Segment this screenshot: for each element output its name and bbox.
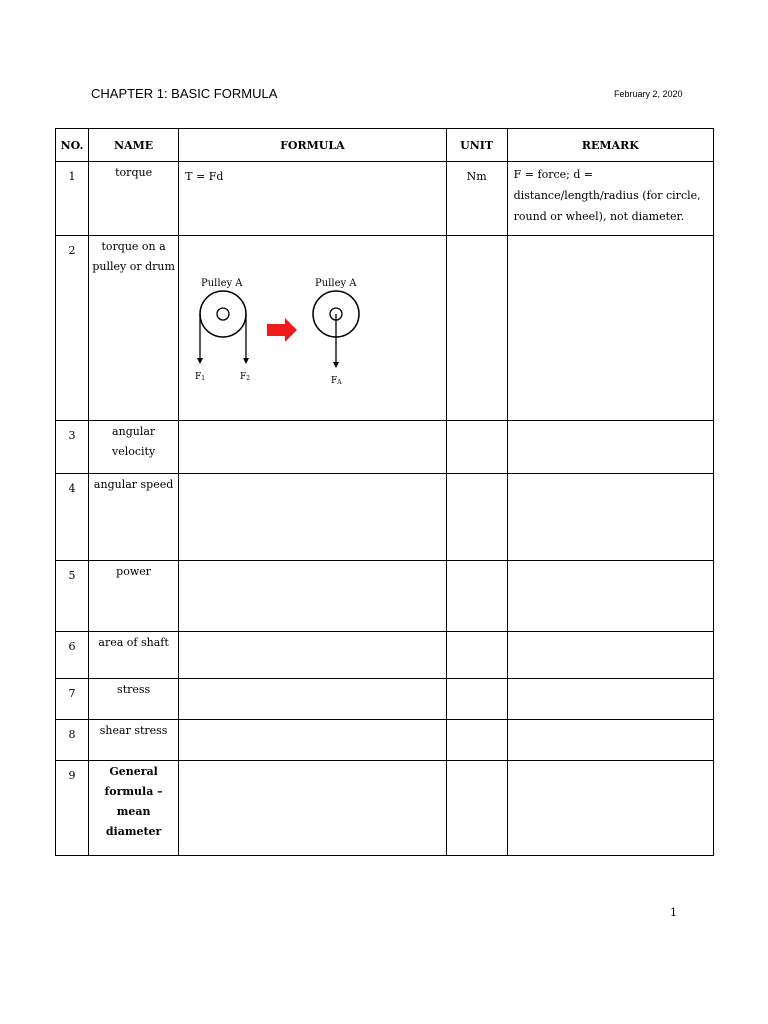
row-name-text: angular speed (93, 478, 174, 491)
table-row (56, 632, 714, 679)
force-f1-subscript: 1 (201, 375, 206, 382)
row-formula: T = Fd (179, 162, 446, 236)
row-number: 8 (56, 720, 89, 761)
row-unit (446, 561, 507, 632)
force-f1-letter: F (195, 372, 202, 382)
page-number: 1 (670, 906, 677, 919)
row-remark (507, 679, 713, 720)
table-row (56, 561, 714, 632)
table-row (56, 236, 714, 421)
row-number: 9 (56, 761, 89, 856)
row-name (89, 632, 179, 679)
column-header-no: NO. (56, 129, 89, 162)
row-name-text: torque (115, 166, 153, 179)
row-remark (507, 421, 713, 474)
row-number: 3 (56, 421, 89, 474)
row-formula (179, 561, 446, 632)
column-header-remark: REMARK (507, 129, 713, 162)
row-formula (179, 632, 446, 679)
row-name-text: shear stress (99, 724, 168, 737)
row-name-text: power (116, 565, 152, 578)
pulley-left-label: Pulley A (201, 278, 243, 289)
table-row (56, 474, 714, 561)
row-unit (446, 632, 507, 679)
force-fa-letter: F (331, 376, 338, 386)
row-formula (179, 236, 446, 421)
row-remark (507, 236, 713, 421)
pulley-diagram (179, 236, 445, 416)
row-unit (446, 421, 507, 474)
formula-table (55, 128, 714, 856)
table-row (56, 720, 714, 761)
row-name (89, 761, 179, 856)
table-row (56, 421, 714, 474)
row-remark (507, 632, 713, 679)
table-header-row (56, 129, 714, 162)
row-name (89, 679, 179, 720)
force-f2-subscript: 2 (246, 375, 251, 382)
page-date: February 2, 2020 (614, 89, 683, 99)
row-name (89, 162, 179, 236)
row-remark (507, 720, 713, 761)
row-name (89, 474, 179, 561)
row-number: 7 (56, 679, 89, 720)
row-unit (446, 679, 507, 720)
row-formula (179, 720, 446, 761)
force-fa-subscript: A (337, 379, 342, 386)
row-number: 5 (56, 561, 89, 632)
row-formula (179, 761, 446, 856)
row-formula (179, 421, 446, 474)
row-number: 4 (56, 474, 89, 561)
table-row (56, 761, 714, 856)
pulley-left (197, 291, 249, 364)
table-row (56, 162, 714, 236)
row-name-text: torque on a pulley or drum (92, 240, 175, 273)
force-f2-letter: F (240, 372, 247, 382)
column-header-formula: FORMULA (179, 129, 446, 162)
row-unit (446, 720, 507, 761)
pulley-right (313, 291, 359, 368)
row-name-text: angular velocity (112, 425, 156, 458)
force-f1-label (195, 372, 205, 382)
row-name-text: General formula – mean diameter (104, 765, 163, 838)
red-right-arrow-icon (267, 318, 297, 342)
row-unit (446, 761, 507, 856)
row-number: 2 (56, 236, 89, 421)
row-remark (507, 162, 713, 236)
row-formula (179, 679, 446, 720)
row-number: 6 (56, 632, 89, 679)
row-unit (446, 236, 507, 421)
column-header-name: NAME (89, 129, 179, 162)
table-row (56, 679, 714, 720)
row-remark (507, 561, 713, 632)
row-number: 1 (56, 162, 89, 236)
page-title: CHAPTER 1: BASIC FORMULA (91, 86, 278, 101)
row-unit: Nm (446, 162, 507, 236)
row-unit (446, 474, 507, 561)
row-name (89, 421, 179, 474)
column-header-unit: UNIT (446, 129, 507, 162)
row-remark-text: F = force; d = distance/length/radius (for circle, round or wheel), not diameter. (513, 168, 701, 223)
row-name-text: stress (117, 683, 151, 696)
row-name (89, 236, 179, 421)
row-name-text: area of shaft (98, 636, 169, 649)
row-name (89, 720, 179, 761)
pulley-right-label: Pulley A (315, 278, 357, 289)
row-remark (507, 761, 713, 856)
row-remark (507, 474, 713, 561)
force-fa-label (331, 376, 342, 386)
row-formula (179, 474, 446, 561)
force-f2-label (240, 372, 250, 382)
row-name (89, 561, 179, 632)
